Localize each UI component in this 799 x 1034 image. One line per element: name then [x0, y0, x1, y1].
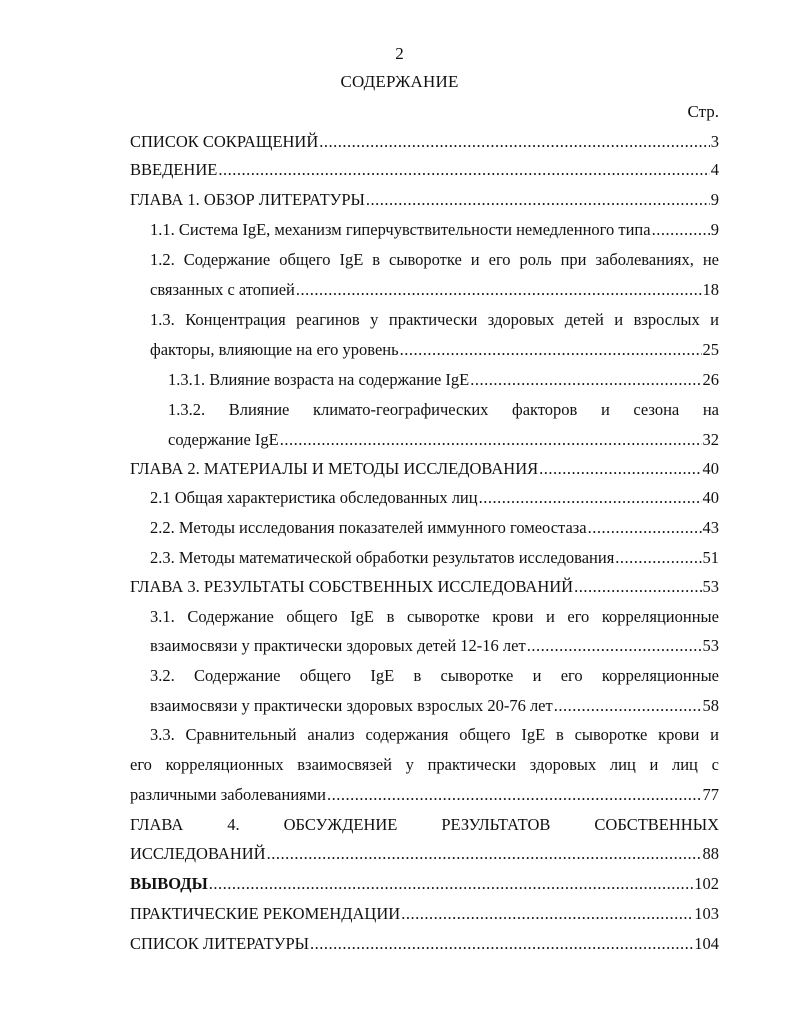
word: IgE — [370, 666, 395, 685]
dot-leader — [615, 546, 701, 570]
toc-entry-section-3-3-line-1 — [150, 723, 719, 747]
word: факторов — [512, 400, 578, 419]
word: реагинов — [296, 310, 360, 329]
toc-entry-page: 58 — [702, 696, 719, 715]
word: РЕЗУЛЬТАТОВ — [441, 815, 551, 834]
dot-leader — [574, 575, 701, 599]
word: 1.3. — [150, 310, 175, 329]
word: ГЛАВА — [130, 815, 184, 834]
word: Содержание — [183, 250, 271, 269]
word: заболеваниях, — [595, 250, 694, 269]
word: лиц — [609, 755, 636, 774]
word: и — [470, 250, 480, 269]
toc-entry-page: 18 — [702, 280, 719, 299]
word: общего — [459, 725, 511, 744]
word: лиц — [671, 755, 698, 774]
toc-entry-page: 104 — [694, 934, 719, 953]
toc-entry-conclusions[interactable] — [130, 872, 719, 896]
toc-entry-label: различными заболеваниями — [130, 785, 327, 804]
dot-leader — [401, 902, 693, 926]
word: Содержание — [187, 607, 274, 626]
toc-entry-page: 53 — [702, 577, 719, 596]
word: СОБСТВЕННЫХ — [594, 815, 719, 834]
word: Концентрация — [185, 310, 286, 329]
dot-leader — [296, 278, 702, 302]
toc-entry-section-3-2-line-1 — [150, 664, 719, 688]
word: крови — [492, 607, 534, 626]
toc-entry-page: 25 — [702, 340, 719, 359]
page-column-label: Стр. — [687, 102, 719, 121]
toc-entry-section-3-3-line-2 — [130, 753, 719, 777]
word: сыворотке — [440, 666, 514, 685]
dot-leader — [280, 428, 702, 452]
word: и — [649, 755, 659, 774]
word: корреляционные — [601, 666, 719, 685]
toc-entry-page: 53 — [702, 636, 719, 655]
word: общего — [299, 666, 352, 685]
dot-leader — [310, 932, 693, 956]
word: 3.2. — [150, 666, 175, 685]
word: общего — [279, 250, 331, 269]
toc-entry-references[interactable] — [130, 932, 719, 956]
toc-entry-section-3-2[interactable] — [150, 694, 719, 718]
word: и — [710, 310, 719, 329]
toc-entry-section-1-3-1[interactable] — [168, 368, 719, 392]
toc-entry-label: СПИСОК ЛИТЕРАТУРЫ — [130, 934, 310, 953]
page-number: 2 — [395, 44, 404, 63]
toc-entry-section-3-1[interactable] — [150, 634, 719, 658]
toc-entry-chapter-4[interactable] — [130, 842, 719, 866]
word: его — [488, 250, 511, 269]
dot-leader — [527, 634, 702, 658]
toc-entry-label: 2.3. Методы математической обработки результатов исследования — [150, 548, 615, 567]
toc-entry-page: 26 — [702, 370, 719, 389]
word: сыворотке — [406, 607, 480, 626]
word: анализ — [307, 725, 355, 744]
toc-entry-label: ВЫВОДЫ — [130, 874, 208, 893]
dot-leader — [327, 783, 701, 807]
toc-entry-label: ГЛАВА 1. ОБЗОР ЛИТЕРАТУРЫ — [130, 190, 365, 209]
word: взрослых — [633, 310, 700, 329]
word: 1.3.2. — [168, 400, 206, 419]
word: не — [702, 250, 719, 269]
word: и — [532, 666, 542, 685]
toc-entry-section-1-3-2[interactable] — [168, 428, 719, 452]
toc-entry-chapter-4-line-1 — [130, 813, 719, 837]
toc-entry-abbreviations[interactable] — [130, 130, 719, 154]
toc-entry-label: 1.3.1. Влияние возраста на содержание IgE — [168, 370, 470, 389]
toc-entry-chapter-3[interactable] — [130, 575, 719, 599]
word: ОБСУЖДЕНИЕ — [283, 815, 398, 834]
word: и — [545, 607, 555, 626]
toc-entry-section-2-3[interactable] — [150, 546, 719, 570]
toc-entry-page: 40 — [702, 488, 719, 507]
word: здоровых — [529, 755, 597, 774]
word: 1.2. — [150, 250, 175, 269]
dot-leader — [209, 872, 693, 896]
dot-leader — [267, 842, 702, 866]
toc-entry-page: 40 — [702, 459, 719, 478]
word: в — [372, 250, 381, 269]
toc-entry-label: СПИСОК СОКРАЩЕНИЙ — [130, 132, 319, 151]
word: сыворотке — [574, 725, 648, 744]
word: корреляционные — [601, 607, 719, 626]
word: климато-географических — [312, 400, 489, 419]
dot-leader — [652, 218, 710, 242]
word: корреляционных — [165, 755, 284, 774]
toc-entry-label: ГЛАВА 3. РЕЗУЛЬТАТЫ СОБСТВЕННЫХ ИССЛЕДОВАНИЙ — [130, 577, 574, 596]
toc-entry-section-3-1-line-1 — [150, 605, 719, 629]
word: детей — [564, 310, 604, 329]
word: его — [567, 607, 590, 626]
toc-entry-label: 2.2. Методы исследования показателей иммунного гомеостаза — [150, 518, 587, 537]
word: его — [130, 755, 152, 774]
toc-entry-section-2-1[interactable] — [150, 486, 719, 510]
word: 4. — [227, 815, 240, 834]
word: у — [405, 755, 414, 774]
toc-entry-page: 4 — [710, 160, 719, 179]
word: IgE — [350, 607, 375, 626]
toc-entry-chapter-2[interactable] — [130, 457, 719, 481]
word: в — [386, 607, 395, 626]
word: в — [413, 666, 422, 685]
toc-entry-label: ВВЕДЕНИЕ — [130, 160, 218, 179]
toc-entry-practical-recommendations[interactable] — [130, 902, 719, 926]
word: сыворотке — [389, 250, 462, 269]
toc-entry-section-2-2[interactable] — [150, 516, 719, 540]
word: содержания — [365, 725, 449, 744]
word: IgE — [521, 725, 546, 744]
toc-entry-page: 51 — [702, 548, 719, 567]
word: с — [711, 755, 719, 774]
dot-leader — [470, 368, 701, 392]
toc-entry-section-1-1[interactable] — [150, 218, 719, 242]
toc-entry-section-1-2[interactable] — [150, 278, 719, 302]
toc-entry-introduction[interactable] — [130, 158, 719, 182]
toc-entry-label: ПРАКТИЧЕСКИЕ РЕКОМЕНДАЦИИ — [130, 904, 401, 923]
toc-entry-label: взаимосвязи у практически здоровых взрослых 20-76 лет — [150, 696, 553, 715]
word: и — [614, 310, 624, 329]
toc-entry-section-1-3[interactable] — [150, 338, 719, 362]
toc-entry-label: ГЛАВА 2. МАТЕРИАЛЫ И МЕТОДЫ ИССЛЕДОВАНИЯ — [130, 459, 539, 478]
word: сезона — [633, 400, 680, 419]
dot-leader — [319, 130, 709, 154]
word: его — [560, 666, 583, 685]
word: здоровых — [487, 310, 555, 329]
word: 3.1. — [150, 607, 175, 626]
word: роль — [519, 250, 552, 269]
dot-leader — [400, 338, 702, 362]
toc-entry-page: 77 — [702, 785, 719, 804]
word: Сравнительный — [185, 725, 297, 744]
word: практически — [388, 310, 478, 329]
word: в — [555, 725, 564, 744]
word: IgE — [339, 250, 364, 269]
word: взаимосвязей — [297, 755, 392, 774]
word: на — [702, 400, 719, 419]
toc-entry-page: 102 — [694, 874, 719, 893]
word: у — [370, 310, 379, 329]
word: и — [600, 400, 610, 419]
toc-entry-label: ИССЛЕДОВАНИЙ — [130, 844, 266, 863]
toc-entry-section-1-3-line-1 — [150, 308, 719, 332]
dot-leader — [554, 694, 702, 718]
dot-leader — [366, 188, 710, 212]
dot-leader — [588, 516, 702, 540]
toc-entry-page: 43 — [702, 518, 719, 537]
toc-entry-section-1-3-2-line-1 — [168, 398, 719, 422]
toc-entry-chapter-1[interactable] — [130, 188, 719, 212]
word: практически — [427, 755, 517, 774]
toc-entry-page: 88 — [702, 844, 719, 863]
word: и — [710, 725, 719, 744]
word: Влияние — [228, 400, 290, 419]
toc-entry-page: 103 — [694, 904, 719, 923]
word: при — [560, 250, 587, 269]
word: 3.3. — [150, 725, 175, 744]
toc-entry-label: 1.1. Система IgE, механизм гиперчувствительности немедленного типа — [150, 220, 651, 239]
word: крови — [658, 725, 700, 744]
toc-entry-label: факторы, влияющие на его уровень — [150, 340, 399, 359]
dot-leader — [539, 457, 701, 481]
word: общего — [286, 607, 338, 626]
toc-entry-section-3-3[interactable] — [130, 783, 719, 807]
toc-entry-page: 3 — [710, 132, 719, 151]
page-title: СОДЕРЖАНИЕ — [340, 72, 459, 91]
word: Содержание — [194, 666, 281, 685]
toc-entry-page: 9 — [710, 220, 719, 239]
toc-entry-label: содержание IgE — [168, 430, 279, 449]
toc-entry-page: 9 — [710, 190, 719, 209]
toc-entry-page: 32 — [702, 430, 719, 449]
toc-entry-label: взаимосвязи у практически здоровых детей 12-16 лет — [150, 636, 526, 655]
dot-leader — [218, 158, 709, 182]
toc-entry-section-1-2-line-1 — [150, 248, 719, 272]
toc-entry-label: связанных с атопией — [150, 280, 295, 299]
toc-entry-label: 2.1 Общая характеристика обследованных лиц — [150, 488, 478, 507]
dot-leader — [479, 486, 702, 510]
